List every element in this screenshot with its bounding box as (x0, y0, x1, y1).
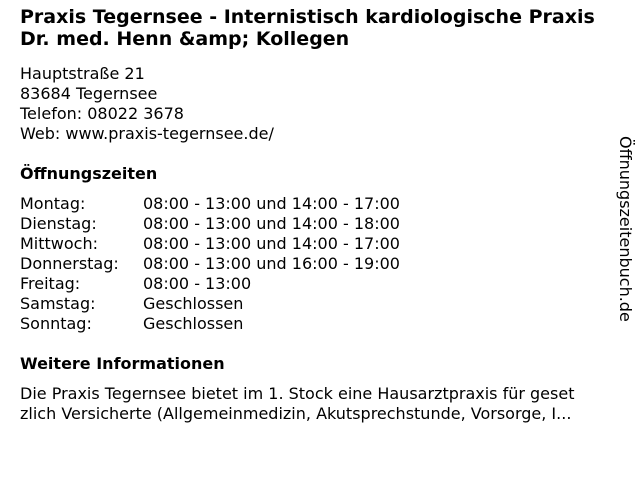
further-info-line-2: zlich Versicherte (Allgemeinmedizin, Akutsprechstunde, Vorsorge, I... (20, 404, 572, 423)
day-hours: Geschlossen (143, 314, 244, 333)
day-hours: Geschlossen (143, 294, 244, 313)
day-label: Dienstag: (20, 214, 97, 233)
day-hours: 08:00 - 13:00 und 16:00 - 19:00 (143, 254, 400, 273)
address-web: Web: www.praxis-tegernsee.de/ (20, 124, 274, 143)
address-street: Hauptstraße 21 (20, 64, 145, 83)
day-label: Mittwoch: (20, 234, 98, 253)
site-credit: Öffnungszeitenbuch.de (616, 136, 635, 322)
day-hours: 08:00 - 13:00 und 14:00 - 17:00 (143, 194, 400, 213)
practice-title-line-2: Dr. med. Henn &amp; Kollegen (20, 28, 350, 50)
day-label: Donnerstag: (20, 254, 119, 273)
address-phone: Telefon: 08022 3678 (20, 104, 184, 123)
opening-hours-heading: Öffnungszeiten (20, 164, 158, 183)
hours-row-saturday (20, 294, 400, 314)
hours-row-monday (20, 194, 400, 214)
day-label: Montag: (20, 194, 86, 213)
hours-row-sunday (20, 314, 400, 334)
address-block (20, 64, 274, 144)
further-info-text (20, 384, 574, 424)
day-hours: 08:00 - 13:00 (143, 274, 252, 293)
practice-title-line-1: Praxis Tegernsee - Internistisch kardiologische Praxis (20, 6, 595, 28)
hours-row-wednesday (20, 234, 400, 254)
day-hours: 08:00 - 13:00 und 14:00 - 17:00 (143, 234, 400, 253)
day-hours: 08:00 - 13:00 und 14:00 - 18:00 (143, 214, 400, 233)
further-info-heading: Weitere Informationen (20, 354, 225, 373)
day-label: Freitag: (20, 274, 81, 293)
further-info-line-1: Die Praxis Tegernsee bietet im 1. Stock eine Hausarztpraxis für geset (20, 384, 575, 403)
hours-row-thursday (20, 254, 400, 274)
practice-title (20, 6, 620, 50)
hours-row-tuesday (20, 214, 400, 234)
address-city: 83684 Tegernsee (20, 84, 158, 103)
day-label: Samstag: (20, 294, 96, 313)
hours-row-friday (20, 274, 400, 294)
day-label: Sonntag: (20, 314, 92, 333)
opening-hours-table (20, 194, 400, 334)
